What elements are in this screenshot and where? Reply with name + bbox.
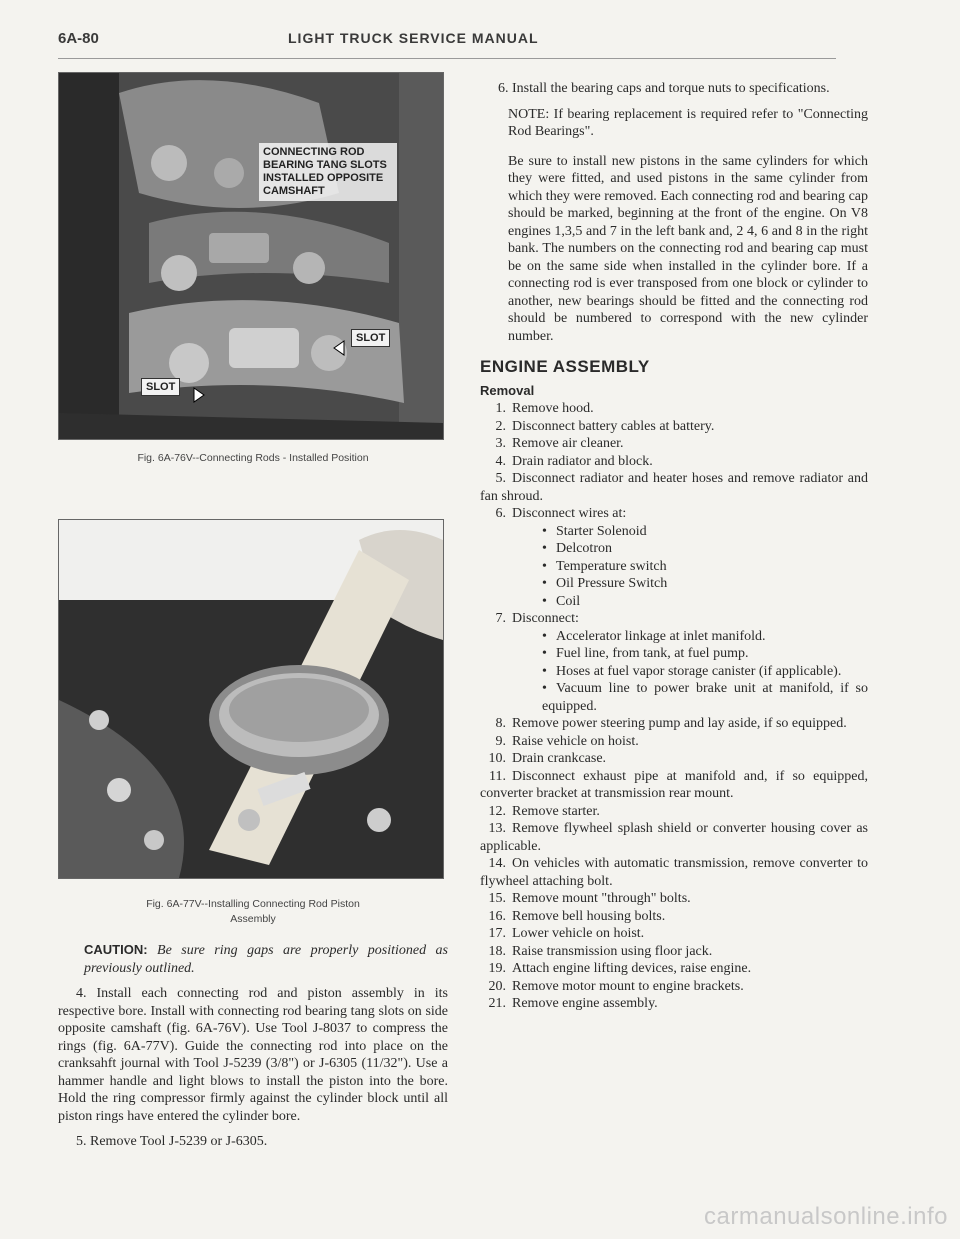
page-number: 6A-80 (58, 30, 99, 47)
list-item: • Accelerator linkage at inlet manifold. (542, 628, 766, 644)
callout-slot-right: SLOT (351, 329, 390, 347)
left-column (58, 72, 448, 1151)
figure-installing-piston-photo (58, 519, 444, 879)
piston-install-illustration (59, 520, 443, 878)
list-item: • Starter Solenoid (542, 523, 647, 539)
removal-step: 10. Drain crankcase. (488, 751, 607, 766)
bullet-list-wires (480, 523, 868, 611)
page-header (58, 30, 838, 54)
caution-label: CAUTION: (84, 942, 148, 957)
removal-step: 15. Remove mount "through" bolts. (488, 891, 691, 906)
removal-step: 4. Drain radiator and block. (495, 453, 653, 469)
removal-step: 7. Disconnect: (495, 611, 579, 626)
removal-step: 11. Disconnect exhaust pipe at manifold and, if so equipped, converter bracket at transmission rear mount. (480, 768, 868, 801)
removal-step: 9. Raise vehicle on hoist. (495, 733, 639, 749)
list-item: • Delcotron (542, 541, 612, 556)
removal-step: 19. Attach engine lifting devices, raise engine. (488, 961, 752, 976)
removal-step: 3. Remove air cleaner. (495, 436, 624, 451)
removal-step: 13. Remove flywheel splash shield or converter housing cover as applicable. (480, 821, 868, 854)
removal-step: 14. On vehicles with automatic transmission, remove converter to flywheel attaching bolt. (480, 856, 868, 889)
removal-steps-list (480, 400, 868, 1013)
list-item: • Fuel line, from tank, at fuel pump. (542, 646, 749, 661)
right-column (480, 80, 868, 1013)
note-bearing-replacement: NOTE: If bearing replacement is required refer to "Connecting Rod Bearings". (508, 106, 868, 139)
list-item: • Temperature switch (542, 558, 667, 574)
header-rule (58, 58, 836, 59)
list-item: • Vacuum line to power brake unit at manifold, if so equipped. (542, 681, 868, 714)
sub-heading-removal: Removal (480, 383, 535, 398)
figure2-caption-line2: Assembly (230, 913, 276, 925)
caution-text: Be sure ring gaps are properly positioned as previously outlined. (84, 943, 449, 976)
removal-step: 17. Lower vehicle on hoist. (488, 926, 645, 941)
piston-cylinder-paragraph: Be sure to install new pistons in the same cylinders for which they were fitted, and used pistons in the same cylinder from which they were removed. Each connecting rod and bearing cap should be marked, beginning at the front of the engine. On V8 engines 1,3,5 and 7 in the left bank and, 2 4, 6 and 8 in the right bank. The numbers on the connecting rod and bearing cap must be on the same side when installed in the cylinder bore. If a connecting rod is ever transposed from one block or cylinder to another, new bearings should be fitted and the connecting rod should be numbered to correspond with the new cylinder number. (508, 153, 868, 344)
figure1-caption: Fig. 6A-76V--Connecting Rods - Installed Position (137, 452, 369, 464)
caution-note (58, 941, 448, 977)
removal-step: 20. Remove motor mount to engine brackets. (488, 978, 744, 994)
removal-step: 21. Remove engine assembly. (488, 996, 658, 1011)
step-4-paragraph: 4. Install each connecting rod and piston assembly in its respective bore. Install with connecting rod bearing tang slots on side opposite camshaft (fig. 6A-76V). Use Tool J-8037 to compress the rings (fig. 6A-77V). Guide the connecting rod into place on the cranksahft journal with Tool J-5239 (3/8") or J-6305 (11/32"). Use a hammer handle and light blows to install the piston into the bore. Hold the ring compressor firmly against the cylinder block until all piston rings have entered the cylinder bore. (58, 986, 448, 1124)
manual-title: LIGHT TRUCK SERVICE MANUAL (288, 30, 539, 46)
removal-step: 8. Remove power steering pump and lay aside, if so equipped. (495, 716, 847, 731)
list-item: • Coil (542, 593, 581, 609)
section-heading-engine-assembly: ENGINE ASSEMBLY (480, 357, 650, 376)
removal-step: 6. Disconnect wires at: (495, 506, 627, 521)
removal-step: 16. Remove bell housing bolts. (488, 908, 666, 924)
removal-step: 18. Raise transmission using floor jack. (488, 943, 713, 959)
step-6-paragraph: 6. Install the bearing caps and torque nuts to specifications. (498, 81, 830, 96)
list-item: • Oil Pressure Switch (542, 576, 668, 591)
removal-step: 1. Remove hood. (495, 401, 594, 416)
step-5-paragraph: 5. Remove Tool J-5239 or J-6305. (76, 1134, 268, 1149)
watermark: carmanualsonline.info (704, 1203, 948, 1230)
callout-slot-left: SLOT (141, 378, 180, 396)
figure-connecting-rods-photo (58, 72, 444, 440)
figure2-caption-line1: Fig. 6A-77V--Installing Connecting Rod Piston (146, 898, 360, 910)
engine-photo-illustration (59, 73, 443, 439)
figure2-caption (58, 897, 448, 927)
bullet-list-disconnect (480, 628, 868, 716)
removal-step: 12. Remove starter. (488, 803, 600, 819)
removal-step: 5. Disconnect radiator and heater hoses and remove radiator and fan shroud. (480, 471, 868, 504)
callout-bearing-tang-slots: CONNECTING ROD BEARING TANG SLOTS INSTALLED OPPOSITE CAMSHAFT (259, 143, 397, 201)
list-item: • Hoses at fuel vapor storage canister (if applicable). (542, 663, 842, 679)
removal-step: 2. Disconnect battery cables at battery. (495, 418, 715, 434)
